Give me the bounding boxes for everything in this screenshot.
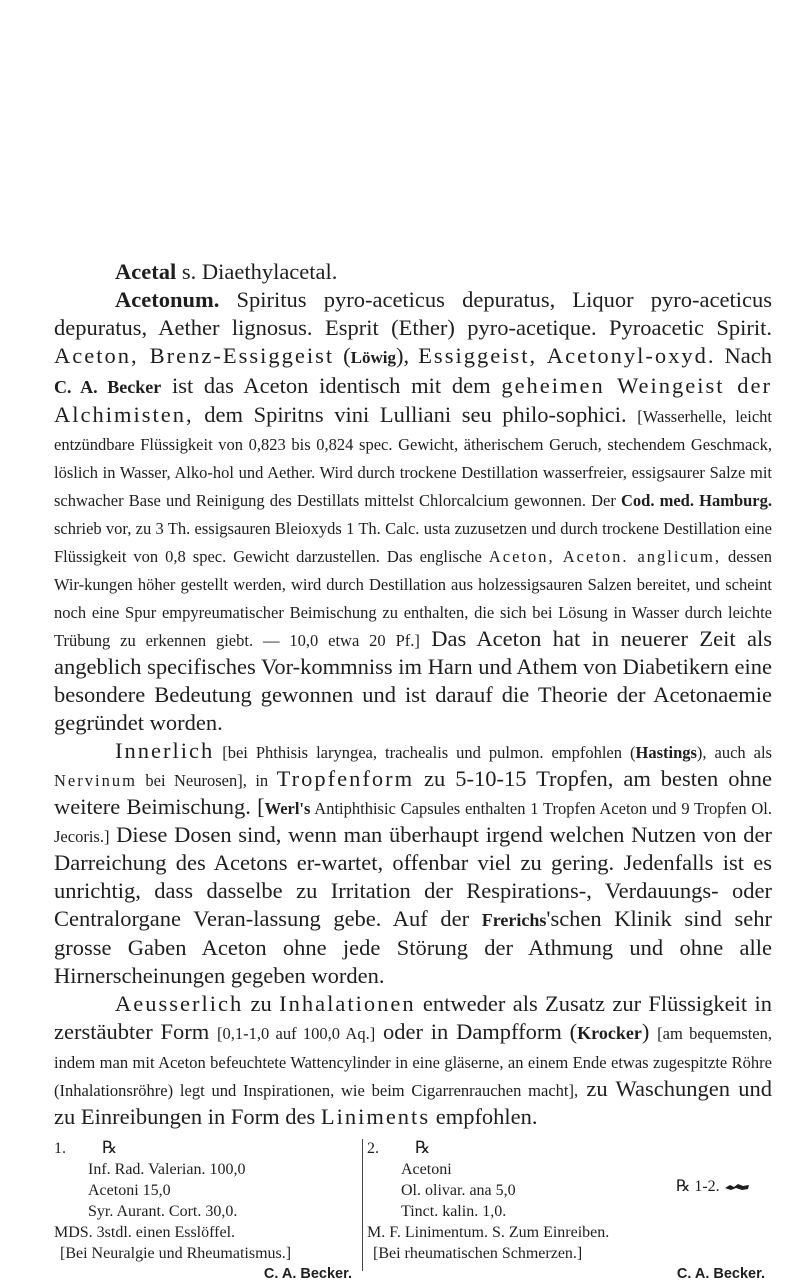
recipe-line: Tinct. kalin. 1,0. (401, 1203, 507, 1220)
recipe-line: Inf. Rad. Valerian. 100,0 (88, 1161, 246, 1178)
text-run: ist das Aceton identisch mit dem (161, 373, 502, 398)
footer-note (676, 1176, 750, 1196)
recipe-header (54, 1137, 354, 1159)
small-print: bei Neurosen], in (136, 771, 277, 790)
recipe-2 (367, 1137, 767, 1285)
text-run: Nach (715, 343, 772, 368)
spaced-term: Inhalationen (279, 991, 416, 1016)
spaced-term: Essiggeist, Acetonyl-oxyd. (418, 343, 716, 368)
recipe-line: Acetoni 15,0 (88, 1182, 171, 1199)
small-print: [Wasserhelle, leicht entzündbare Flüssigkeit von 0,823 bis 0,824 spec. Gewicht, ätherischem Geruch, stechendem Geschmack, löslich in Wasser, Alko-hol und Aether. Wird durch trockene Destillation wasserfreier, essigsaurer Salze mit schwacher Base und Reinigung des Destillats mittelst Chlorcalcium gewonnen. Der (54, 407, 772, 510)
text-run: Das Aceton hat in neuerer Zeit als angeblich specifisches Vor-kommniss im Harn und Athem von Diabetikern eine besondere Bedeutung gewonnen und ist darauf die Theorie der Acetonaemie gegründet worden. (54, 626, 772, 735)
recipe-line: Syr. Aurant. Cort. 30,0. (88, 1203, 238, 1220)
recipe-line: MDS. 3stdl. einen Esslöffel. (54, 1224, 236, 1241)
text-run: ), (396, 343, 419, 368)
text-run: empfohlen. (430, 1104, 538, 1129)
recipe-line: [Bei rheumatischen Schmerzen.] (373, 1245, 583, 1262)
small-print: [bei Phthisis laryngea, trachealis und pulmon. empfohlen ( (214, 743, 636, 762)
recipe-1 (54, 1137, 354, 1285)
recipe-signature: C. A. Becker. (263, 1266, 352, 1282)
text-run: ( (334, 343, 351, 368)
recipe-line: [Bei Neuralgie und Rheumatismus.] (60, 1245, 292, 1262)
author-name: Werl's (264, 799, 311, 818)
entry-acetonum (54, 286, 772, 737)
text-run: ) (641, 1019, 658, 1044)
spaced-term: Tropfenform (276, 766, 415, 791)
recipe-number: 2. (367, 1140, 379, 1157)
recipe-line: Ol. olivar. ana 5,0 (401, 1182, 516, 1199)
author-name: Hastings (635, 743, 697, 762)
rx-symbol: ℞ (102, 1138, 118, 1157)
text-run: dem Spiritns vini Lulliani seu philo-sophici. (193, 402, 638, 427)
small-print: [am bequemsten, indem man mit Aceton befeuchtete Wattencylinder in eine gläserne, an einem Ende etwas zugespitzte Röhre (Inhalationsröhre) legt und Inspirationen, wie beim Cigarrenrauchen macht], (54, 1024, 773, 1100)
headword-acetonum: Acetonum. (115, 287, 220, 312)
author-name: Löwig (350, 348, 397, 367)
small-print: [0,1-1,0 auf 100,0 Aq.] (217, 1024, 376, 1043)
small-print: dessen Wir-kungen höher gestellt werden, wird durch Destillation aus holzessigsauren Salzen bereitet, und scheint noch eine Spur empyreumatischer Beimischung zu enthalten, die sich bei Lösung in Wasser durch leichte Trübung zu erkennen giebt. — 10,0 etwa 20 Pf.] (54, 547, 772, 650)
spaced-term: Aceton, Brenz-Essiggeist (54, 343, 335, 368)
text-run: Diese Dosen sind, wenn man überhaupt irgend welchen Nutzen von der Darreichung des Acetons er-wartet, offenbar viel zu gering. Jedenfalls ist es unrichtig, dass dasselbe zu Irritation der Respirations-, Verdauungs- oder Centralorgane Veran-lassung gebe. Auf der (54, 822, 772, 931)
spaced-term: Innerlich (115, 738, 215, 763)
spaced-term: Aceton, Aceton. anglicum, (488, 547, 722, 566)
text-run: zu 5-10-15 Tropfen, am besten ohne weitere Beimischung. [ (54, 766, 772, 819)
paragraph-aeusserlich (54, 990, 772, 1131)
footer-text: ℞ 1-2. (676, 1178, 720, 1195)
author-name: C. A. Becker (54, 377, 162, 397)
recipe-header (367, 1137, 767, 1159)
document-page (54, 258, 772, 1287)
small-print: Antiphthisic Capsules enthalten 1 Tropfen Aceton und 9 Tropfen Ol. Jecoris.] (54, 799, 772, 846)
paragraph-innerlich (54, 737, 772, 990)
spaced-term: Aeusserlich (115, 991, 244, 1016)
small-print: ), auch als (696, 743, 772, 762)
column-divider (362, 1139, 363, 1271)
recipes (54, 1137, 772, 1287)
recipe-signature: C. A. Becker. (676, 1266, 765, 1282)
author-name: Frerichs (481, 910, 547, 930)
recipe-line: Acetoni (401, 1161, 452, 1178)
text-run: oder in Dampfform ( (375, 1019, 578, 1044)
entry-text: s. Diaethylacetal. (176, 259, 338, 284)
recipe-line: M. F. Linimentum. S. Zum Einreiben. (367, 1224, 610, 1241)
text-run: entweder als Zusatz zur Flüssigkeit in zerstäubter Form (54, 991, 772, 1044)
author-name: Cod. med. Hamburg. (620, 491, 772, 510)
stamp-icon (724, 1182, 750, 1192)
small-print: schrieb vor, zu 3 Th. essigsauren Bleioxyds 1 Th. Calc. usta zuzusetzen und durch trockene Destillation eine Flüssigkeit von 0,8 spec. Gewicht darzustellen. Das englische (54, 519, 772, 566)
author-name: Krocker (577, 1023, 642, 1043)
recipe-number: 1. (54, 1140, 66, 1157)
entry-acetal (54, 258, 772, 286)
spaced-term: Nervinum (54, 771, 137, 790)
spaced-term: geheimen Weingeist der Alchimisten, (54, 373, 772, 427)
text-run: zu (243, 991, 280, 1016)
text-run: 'schen Klinik sind sehr grosse Gaben Aceton ohne jede Störung der Athmung und ohne alle Hirnerscheinungen gegeben worden. (54, 906, 773, 988)
headword-acetal: Acetal (115, 259, 177, 284)
rx-symbol: ℞ (415, 1138, 431, 1157)
text-run: zu Waschungen und zu Einreibungen in Form des (54, 1076, 772, 1129)
text-run: Spiritus pyro-aceticus depuratus, Liquor pyro-aceticus depuratus, Aether lignosus. Esprit (Ether) pyro-acetique. Pyroacetic Spirit. (54, 287, 772, 340)
spaced-term: Liniments (320, 1104, 431, 1129)
